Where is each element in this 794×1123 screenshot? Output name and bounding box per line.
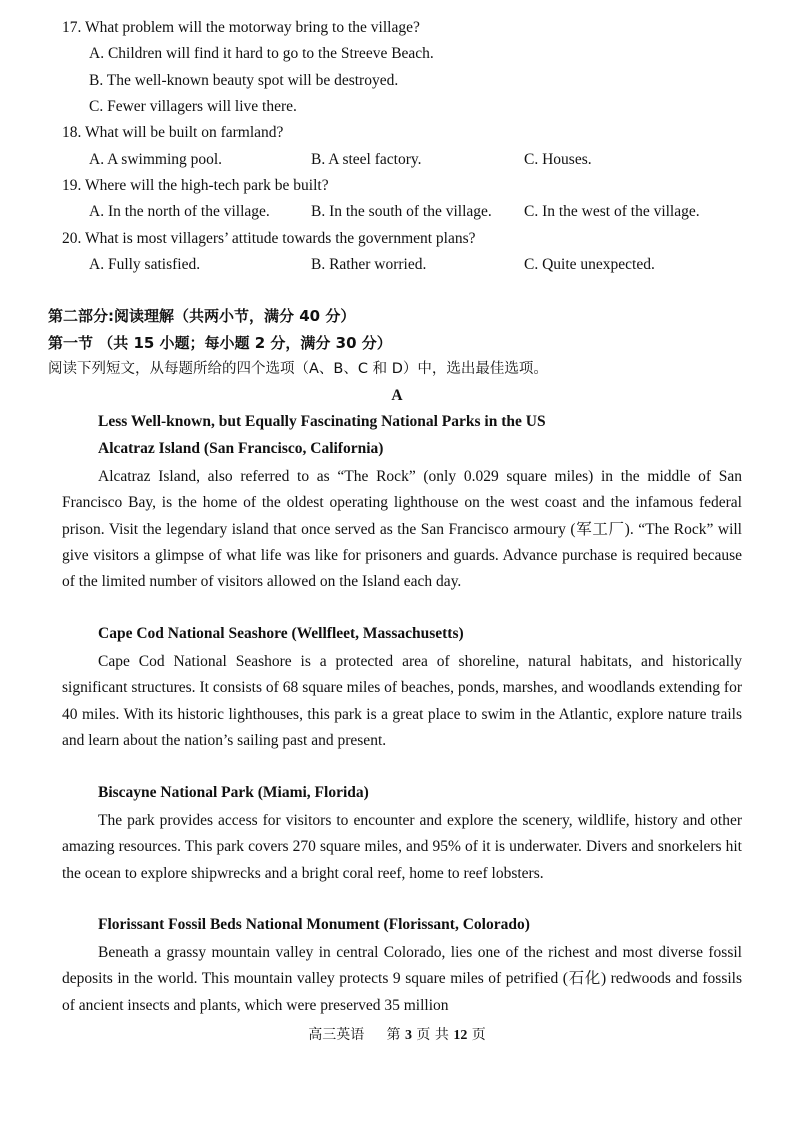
park-text-florissant: Beneath a grassy mountain valley in central Colorado, lies one of the richest and most diverse fossil deposits in the world. This mountain valley protects 9 square miles of petrified (石化) redwoods and fossils of ancient insects and plants, which were preserved 35 million: [62, 944, 742, 1014]
park-text-cape-cod: Cape Cod National Seashore is a protected area of shoreline, natural habitats, and historically significant structures. It consists of 68 square miles of beaches, ponds, marshes, and woodlands extending for 40 miles. With its historic lighthouses, this park is a great place to swim in the Atlantic, explore nature trails and learn about the nation’s sailing past and present.: [62, 653, 742, 749]
park-text-alcatraz: Alcatraz Island, also referred to as “The Rock” (only 0.029 square miles) in the middle of San Francisco Bay, is the home of the oldest operating lighthouse on the west coast and the infamous federal prison. Visit the legendary island that once served as the San Francisco armoury (军工厂). “The Rock” will give visitors a glimpse of what life was like for prisoners and guards. Advance purchase is required because of the limited number of visitors allowed on the Island each day.: [62, 468, 742, 591]
park-text-biscayne: The park provides access for visitors to encounter and explore the scenery, wildlife, history and other amazing resources. This park covers 270 square miles, and 95% of it is underwater. Divers and snorkelers hit the ocean to explore shipwrecks and a bright coral reef, home to reef lobsters.: [62, 812, 742, 882]
question-20-option-a: A. Fully satisfied.: [89, 256, 201, 273]
question-19-option-b: B. In the south of the village.: [311, 203, 492, 220]
question-17-option-c: C. Fewer villagers will live there.: [89, 98, 297, 115]
question-18-option-a: A. A swimming pool.: [89, 151, 223, 168]
part-title: 第二部分:阅读理解（共两小节，满分 40 分）: [48, 307, 356, 325]
question-19-option-c: C. In the west of the village.: [524, 203, 700, 220]
footer-page-number: 3: [404, 1028, 412, 1043]
park-heading-florissant: Florissant Fossil Beds National Monument (Florissant, Colorado): [98, 916, 530, 933]
park-heading-alcatraz: Alcatraz Island (San Francisco, California): [98, 440, 384, 457]
question-20-option-b: B. Rather worried.: [311, 256, 427, 273]
question-19-stem: 19. Where will the high-tech park be built?: [62, 177, 329, 194]
question-19-option-a: A. In the north of the village.: [89, 203, 270, 220]
subsection-title: 第一节 （共 15 小题；每小题 2 分，满分 30 分）: [48, 334, 392, 352]
question-17-option-a: A. Children will find it hard to go to the Streeve Beach.: [89, 45, 434, 62]
footer-page-prefix: 第: [386, 1027, 401, 1043]
page-footer: [0, 1025, 794, 1046]
question-20-option-c: C. Quite unexpected.: [524, 256, 655, 273]
question-17-stem: 17. What problem will the motorway bring to the village?: [62, 19, 420, 36]
park-heading-cape-cod: Cape Cod National Seashore (Wellfleet, Massachusetts): [98, 625, 464, 642]
footer-subject: 高三英语: [308, 1027, 365, 1043]
question-18-option-b: B. A steel factory.: [311, 151, 422, 168]
question-20-stem: 20. What is most villagers’ attitude towards the government plans?: [62, 230, 476, 247]
instruction-text: 阅读下列短文，从每题所给的四个选项（A、B、C 和 D）中，选出最佳选项。: [48, 361, 548, 377]
passage-title: Less Well-known, but Equally Fascinating National Parks in the US: [98, 413, 546, 430]
question-18-stem: 18. What will be built on farmland?: [62, 124, 284, 141]
question-17-option-b: B. The well-known beauty spot will be destroyed.: [89, 72, 399, 89]
park-heading-biscayne: Biscayne National Park (Miami, Florida): [98, 784, 369, 801]
footer-total-pages: 12: [453, 1028, 468, 1043]
footer-page-mid: 页 共: [416, 1027, 449, 1043]
question-18-option-c: C. Houses.: [524, 151, 592, 168]
footer-page-suffix: 页: [471, 1027, 486, 1043]
passage-label: A: [391, 387, 403, 404]
